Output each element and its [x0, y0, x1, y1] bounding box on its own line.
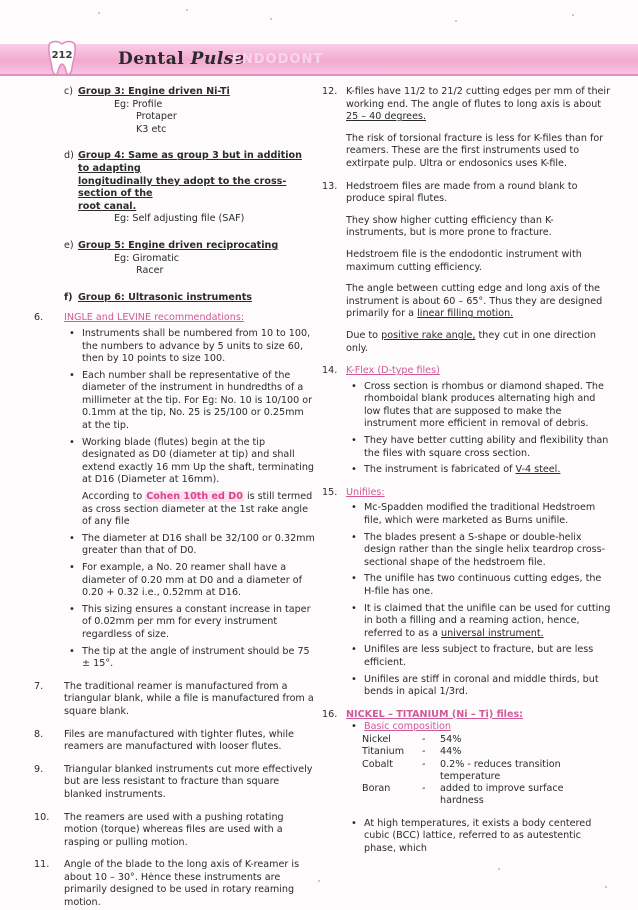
section-13-text: they cut in one direction only. — [346, 329, 596, 354]
section-13-text: Due to — [346, 329, 379, 341]
section-13-text: The angle between cutting edge and long axis of the instrument is about 60 – 65°. Thus they are designed primarily for a — [346, 283, 603, 320]
section-10-text: The reamers are used with a pushing rotating motion (torque) whereas files are used with a rasping or pulling motion. — [64, 811, 284, 848]
section-12 — [322, 86, 614, 171]
item-d — [34, 150, 316, 226]
brand-dental: Dental — [118, 49, 185, 69]
section-7-number: 7. — [34, 680, 44, 692]
element-dash: - — [422, 746, 426, 758]
section-9 — [34, 764, 316, 802]
section-16-title: NICKEL – TITANIUM (Ni – Ti) files: — [346, 708, 524, 720]
element-dash: - — [422, 783, 426, 795]
element-name: Nickel — [362, 733, 391, 745]
left-column — [34, 86, 316, 910]
composition-row — [362, 783, 614, 808]
universal-highlight: universal instrument. — [441, 627, 544, 639]
section-12-para — [346, 86, 614, 124]
item-c-eg: Eg: Profile — [114, 98, 163, 110]
section-8 — [34, 729, 316, 754]
section-16-bullet — [346, 721, 614, 734]
composition-table — [362, 734, 614, 808]
section-14-number: 14. — [322, 365, 338, 377]
speck — [270, 18, 272, 20]
section-8-number: 8. — [34, 728, 44, 740]
section-11 — [34, 859, 316, 909]
section-7 — [34, 681, 316, 719]
speck — [98, 12, 100, 14]
section-6-bullet: • Instruments shall be numbered from 10 to 100, the numbers to advance by 5 units to size 60, then by 10 points to size 100. — [64, 328, 316, 366]
section-10-number: 10. — [34, 811, 50, 823]
section-14 — [322, 365, 614, 477]
speck — [186, 9, 188, 11]
composition-row — [362, 734, 614, 746]
item-c-item: Protaper — [136, 111, 177, 123]
composition-row — [362, 746, 614, 758]
section-15-bullet: • Unifiles are less subject to fracture, but are less efficient. — [346, 644, 614, 669]
faint-tag: ENDODONT — [232, 52, 324, 67]
linear-motion-highlight: linear filling motion. — [417, 308, 514, 320]
section-14-bullet: • Cross section is rhombus or diamond shaped. The rhomboidal blank produces alternating high and low flutes that are supposed to make the instrument more efficient in removal of debris. — [346, 381, 614, 431]
element-name: Titanium — [362, 746, 405, 758]
item-d-eg: Eg: Self adjusting file (SAF) — [114, 213, 245, 225]
section-12-text: K-files have 11/2 to 21/2 cutting edges per mm of their working end. The angle of flutes to long axis is about — [346, 86, 611, 110]
element-name: Boran — [362, 783, 391, 795]
section-15-bullet: • The unifile has two continuous cutting edges, the H-file has one. — [346, 573, 614, 598]
section-16-bullet: • At high temperatures, it exists a body centered cubic (BCC) lattice, referred to as autestentic phase, which — [346, 818, 614, 856]
item-e-item: Racer — [136, 265, 164, 277]
cohen-highlight: Cohen 10th ed D0 — [146, 491, 243, 503]
item-f-title: Group 6: Ultrasonic instruments — [78, 291, 253, 303]
section-14-bullet: • They have better cutting ability and flexibility than the files with square cross section. — [346, 435, 614, 460]
section-6-bullet: • This sizing ensures a constant increase in taper of 0.02mm per mm for every instrument regardless of size. — [64, 604, 316, 642]
element-value: 54% — [440, 733, 462, 745]
section-7-text: The traditional reamer is manufactured from a triangular blank, while a file is manufactured from a square blank. — [64, 680, 314, 717]
item-d-label: d) — [64, 150, 74, 162]
section-6-bullet: • Working blade (flutes) begin at the tip designated as D0 (diameter at tip) and shall extend exactly 16 mm Up the shaft, terminating at D16 (Diameter at 16mm). — [64, 437, 316, 487]
section-16 — [322, 709, 614, 856]
speck — [498, 868, 500, 870]
speck — [572, 14, 574, 16]
item-c — [34, 86, 316, 136]
item-e — [34, 240, 316, 278]
section-13-para — [346, 283, 614, 321]
section-6-bullet: • For example, a No. 20 reamer shall have a diameter of 0.20 mm at D0 and a diameter of 0.20 + 0.32 i.e., 0.52mm at D16. — [64, 562, 316, 600]
item-e-label: e) — [64, 239, 74, 251]
section-15-number: 15. — [322, 486, 338, 498]
section-6 — [34, 312, 316, 670]
composition-row — [362, 759, 614, 784]
item-d-title-3: root canal. — [78, 200, 137, 212]
item-f-label: f) — [64, 291, 73, 303]
item-e-title: Group 5: Engine driven reciprocating — [78, 239, 279, 251]
element-dash: - — [422, 758, 426, 770]
section-6-bullet: • The diameter at D16 shall be 32/100 or 0.32mm greater than that of D0. — [64, 533, 316, 558]
element-name: Cobalt — [362, 758, 393, 770]
section-15-text: It is claimed that the unifile can be used for cutting in both a filling and a reaming action, hence, referred to as a — [364, 602, 611, 639]
item-f — [34, 292, 316, 305]
v4-steel-highlight: V-4 steel. — [515, 464, 561, 476]
section-15-bullet: • The blades present a S-shape or double-helix design rather than the single helix teardrop cross-sectional shape of the hedstroem file. — [346, 532, 614, 570]
element-value: 0.2% - reduces transition temperature — [440, 758, 561, 782]
section-6-title: INGLE and LEVINE recommendations: — [64, 312, 245, 324]
item-d-title-2: longitudinally they adopt to the cross-section of the — [78, 175, 287, 200]
brand-title — [118, 49, 245, 69]
section-16-number: 16. — [322, 708, 338, 720]
item-d-title-1: Group 4: Same as group 3 but in addition to adapting — [78, 150, 302, 174]
section-13-para: Hedstroem files are made from a round blank to produce spiral flutes. — [346, 180, 578, 205]
section-13 — [322, 181, 614, 356]
speck — [455, 20, 457, 22]
section-15-bullet — [346, 603, 614, 641]
section-9-number: 9. — [34, 763, 44, 775]
section-15-title: Unifiles: — [346, 486, 385, 498]
section-14-title: K-Flex (D-type files) — [346, 365, 440, 377]
section-13-number: 13. — [322, 180, 338, 192]
rake-angle-highlight: positive rake angle, — [381, 329, 476, 341]
element-value: added to improve surface hardness — [440, 783, 564, 807]
section-11-number: 11. — [34, 859, 50, 871]
section-9-text: Triangular blanked instruments cut more effectively but are less resistant to fracture than square blanked instruments. — [64, 763, 313, 800]
section-10 — [34, 812, 316, 850]
item-e-eg: Eg: Giromatic — [114, 252, 180, 264]
section-15 — [322, 487, 614, 699]
section-11-text: Angle of the blade to the long axis of K-reamer is about 10 – 30°. Hence these instruments are primarily designed to be used in rotary reaming motion. — [64, 859, 300, 909]
section-12-para: The risk of torsional fracture is less for K-files than for reamers. These are the first instruments used to extirpate pulp. Ultra or endosonics uses K-file. — [346, 132, 604, 169]
section-12-number: 12. — [322, 86, 338, 97]
right-column — [322, 86, 614, 856]
brand-pulse: Pulse — [190, 49, 246, 69]
section-8-text: Files are manufactured with tighter flutes, while reamers are manufactured with looser flutes. — [64, 728, 294, 753]
item-c-title: Group 3: Engine driven Ni-Ti — [78, 86, 230, 97]
cohen-note — [64, 491, 316, 529]
section-6-number: 6. — [34, 312, 44, 324]
composition-subtitle: Basic composition — [364, 721, 451, 733]
cohen-note-pre: According to — [82, 491, 143, 503]
header-rule — [0, 74, 638, 76]
item-c-label: c) — [64, 86, 74, 97]
section-13-para: Hedstroem file is the endodontic instrument with maximum cutting efficiency. — [346, 248, 582, 273]
section-6-bullet: • Each number shall be representative of the diameter of the instrument in hundredths of a millimeter at the tip. For Eg: No. 10 is 10/100 or 0.1mm at the tip, No. 25 is 25/100 or 0.25mm at the tip. — [64, 370, 316, 433]
speck — [318, 880, 320, 882]
section-13-para: They show higher cutting efficiency than K-instruments, but is more prone to fracture. — [346, 214, 554, 239]
section-15-bullet: • Mc-Spadden modified the traditional Hedstroem file, which were marketed as Burns unifile. — [346, 502, 614, 527]
element-value: 44% — [440, 746, 462, 758]
speck — [605, 886, 607, 888]
item-c-item: K3 etc — [136, 123, 167, 135]
section-14-bullet — [346, 464, 614, 477]
section-15-bullet: • Unifiles are stiff in coronal and middle thirds, but bends in apical 1/3rd. — [346, 674, 614, 699]
flute-angle-highlight: 25 – 40 degrees. — [346, 111, 427, 123]
section-14-text: The instrument is fabricated of — [364, 464, 513, 476]
section-6-bullet: • The tip at the angle of instrument should be 75 ± 15°. — [64, 646, 316, 671]
cohen-note-post: is still termed as cross section diameter at the 1st rake angle of any file — [82, 491, 313, 528]
section-13-para — [346, 330, 614, 355]
element-dash: - — [422, 733, 426, 745]
page-number: 212 — [51, 50, 73, 61]
